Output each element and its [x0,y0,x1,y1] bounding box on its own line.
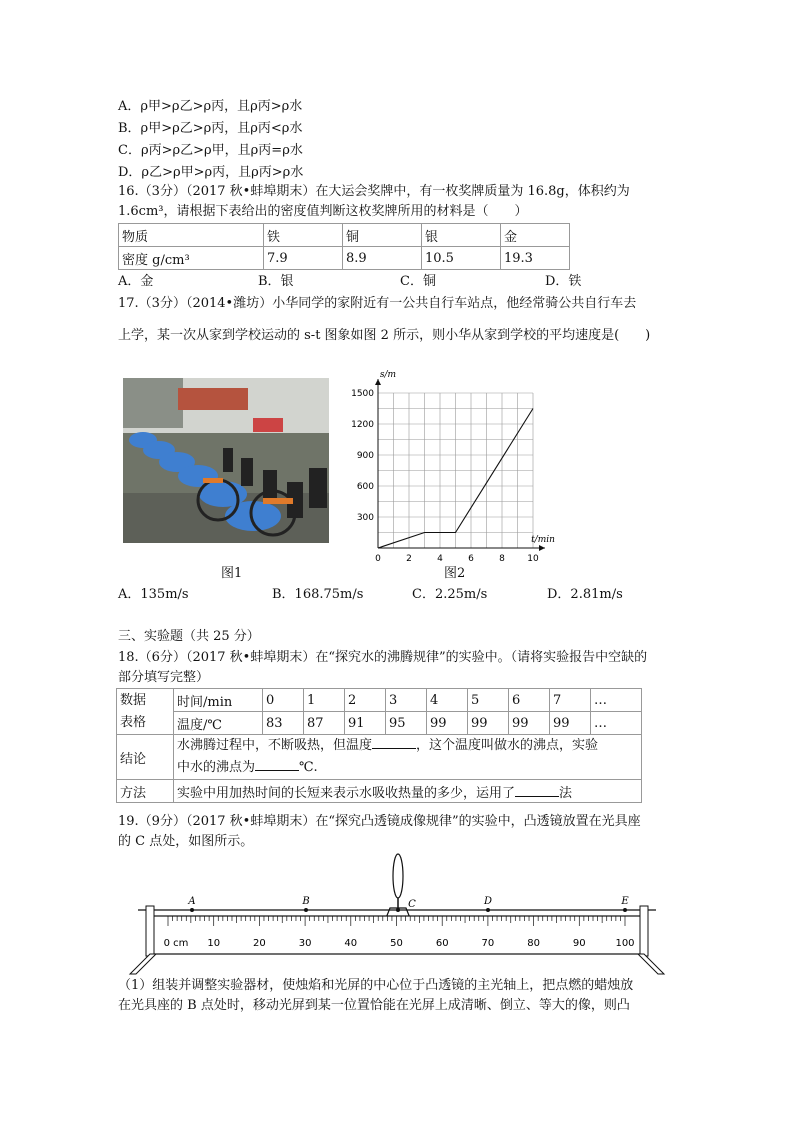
scale-label: 30 [298,938,312,949]
data-label [117,689,174,735]
table-cell: 银 [422,224,501,247]
bench-end-right [640,906,648,956]
q17-option-d: D．2.81m/s [547,587,623,602]
method-text: 实验中用加热时间的长短来表示水吸收热量的多少，运用了 [177,785,516,801]
temp-cell: 95 [386,712,427,735]
q15-option-b: B．ρ甲>ρ乙>ρ丙，且ρ丙<ρ水 [118,121,303,136]
answer-blank[interactable] [255,758,299,771]
q16-option-d: D．铁 [545,274,582,289]
table-cell: 7.9 [264,247,343,270]
table-cell: 8.9 [343,247,422,270]
x-axis-label: t/min [531,535,555,545]
time-cell: 1 [304,689,345,712]
table-cell: 铜 [343,224,422,247]
data-label-1: 数据 [120,692,147,708]
y-tick-label: 1500 [351,389,374,399]
q16-text-2: 1.6cm³，请根据下表给出的密度值判断这枚奖牌所用的材料是（ ） [118,204,528,219]
time-cell: 5 [468,689,509,712]
section-title: 三、实验题（共 25 分） [118,629,260,644]
optical-bench-diagram [128,848,668,973]
q15-option-a: A．ρ甲>ρ乙>ρ丙，且ρ丙>ρ水 [118,99,303,114]
answer-blank[interactable] [515,784,559,797]
scale-label: 0 cm [163,938,189,949]
q17-option-a: A．135m/s [118,587,189,602]
time-cell: 3 [386,689,427,712]
time-cell: 7 [550,689,591,712]
q17-option-c: C．2.25m/s [412,587,488,602]
scale-label: 90 [572,938,586,949]
bench-point-label: D [483,896,493,907]
temp-cell: 87 [304,712,345,735]
convex-lens [393,854,403,898]
q15-option-d: D．ρ乙>ρ甲>ρ丙，且ρ丙>ρ水 [118,165,304,180]
q16-option-c: C．铜 [400,274,436,289]
q17-text-2: 上学，某一次从家到学校运动的 s-t 图象如图 2 所示，则小华从家到学校的平均速度是( ) [118,328,651,343]
table-cell: 10.5 [422,247,501,270]
table-cell: 密度 g/cm³ [119,247,264,270]
temp-cell: 99 [468,712,509,735]
time-cell: … [591,689,642,712]
data-label-2: 表格 [120,714,147,730]
q17-option-b: B．168.75m/s [272,587,364,602]
scale-label: 80 [527,938,540,949]
scale-label: 10 [207,938,221,949]
q18-text-1: 18.（6分）（2017 秋•蚌埠期末）在“探究水的沸腾规律”的实验中。（请将实验报告中空缺的 [118,650,648,665]
temp-cell: 83 [263,712,304,735]
table-cell: 铁 [264,224,343,247]
x-tick-label: 10 [527,554,539,564]
scale-label: 70 [481,938,495,949]
q16-text-1: 16.（3分）（2017 秋•蚌埠期末）在大运会奖牌中，有一枚奖牌质量为 16.8g，体积约为 [118,184,630,199]
table-cell: 19.3 [501,247,570,270]
y-tick-label: 900 [356,451,374,461]
temp-cell: 91 [345,712,386,735]
bench-point-label: E [621,896,629,907]
method-cell [174,780,642,803]
bench-point-label: C [408,899,416,910]
x-tick-label: 2 [406,554,412,564]
q16-option-a: A．金 [118,274,154,289]
temp-label: 温度/℃ [174,712,263,735]
table-cell: 金 [501,224,570,247]
bench-end-left [146,906,154,956]
q19-part1-text-2: 在光具座的 B 点处时，移动光屏到某一位置恰能在光屏上成清晰、倒立、等大的像，则凸 [118,998,630,1013]
scale-label: 50 [390,938,403,949]
time-cell: 0 [263,689,304,712]
q18-text-2: 部分填写完整） [118,670,210,685]
q16-option-b: B．银 [258,274,294,289]
bench-point-label: B [302,896,310,907]
method-text: 法 [559,785,573,801]
x-tick-label: 0 [375,554,381,564]
y-axis-label: s/m [379,370,397,380]
y-tick-label: 300 [356,513,374,523]
q19-text-2: 的 C 点处，如图所示。 [118,834,254,849]
bike-station-photo [123,378,329,543]
time-cell: 4 [427,689,468,712]
time-cell: 6 [509,689,550,712]
bench-point-label: A [188,896,196,907]
conclusion-cell [174,735,642,780]
bench-point [190,908,194,912]
x-tick-label: 8 [499,554,505,564]
y-tick-label: 1200 [351,420,374,430]
conclusion-text: 中水的沸点为 [177,760,256,775]
density-table [118,223,570,270]
q17-text-1: 17.（3分）（2014•潍坊）小华同学的家附近有一公共自行车站点，他经常骑公共自行车去 [118,296,637,311]
method-label: 方法 [117,780,174,803]
conclusion-text: ，这个温度叫做水的沸点，实验 [416,738,599,753]
scale-label: 20 [253,938,266,949]
x-tick-label: 6 [468,554,474,564]
scale-label: 100 [615,938,635,949]
x-tick-label: 4 [437,554,443,564]
scale-label: 60 [435,938,449,949]
conclusion-label: 结论 [117,735,174,780]
y-tick-label: 600 [356,482,374,492]
scale-label: 40 [344,938,358,949]
temp-cell: … [591,712,642,735]
temp-cell: 99 [427,712,468,735]
x-axis-arrow [539,545,545,551]
q15-option-c: C．ρ丙>ρ乙>ρ甲，且ρ丙=ρ水 [118,143,303,158]
figure-1-caption: 图1 [221,566,243,581]
conclusion-text: 水沸腾过程中，不断吸热，但温度 [177,738,373,753]
time-label: 时间/min [174,689,263,712]
q19-text-1: 19.（9分）（2017 秋•蚌埠期末）在“探究凸透镜成像规律”的实验中，凸透镜放置在光具座 [118,814,641,829]
bench-point [623,908,627,912]
bench-point [304,908,308,912]
bench-leg-left [130,954,156,974]
bench-point [486,908,490,912]
boiling-report-table [116,688,642,803]
temp-cell: 99 [509,712,550,735]
temp-cell: 99 [550,712,591,735]
bench-leg-right [638,954,664,974]
q19-part1-text-1: （1）组装并调整实验器材，使烛焰和光屏的中心位于凸透镜的主光轴上，把点燃的蜡烛放 [118,978,634,993]
bench-point [396,908,400,912]
figure-2-caption: 图2 [444,566,466,581]
conclusion-text: ℃. [299,760,318,775]
time-cell: 2 [345,689,386,712]
table-cell: 物质 [119,224,264,247]
s-t-chart [345,362,555,564]
answer-blank[interactable] [372,736,416,749]
